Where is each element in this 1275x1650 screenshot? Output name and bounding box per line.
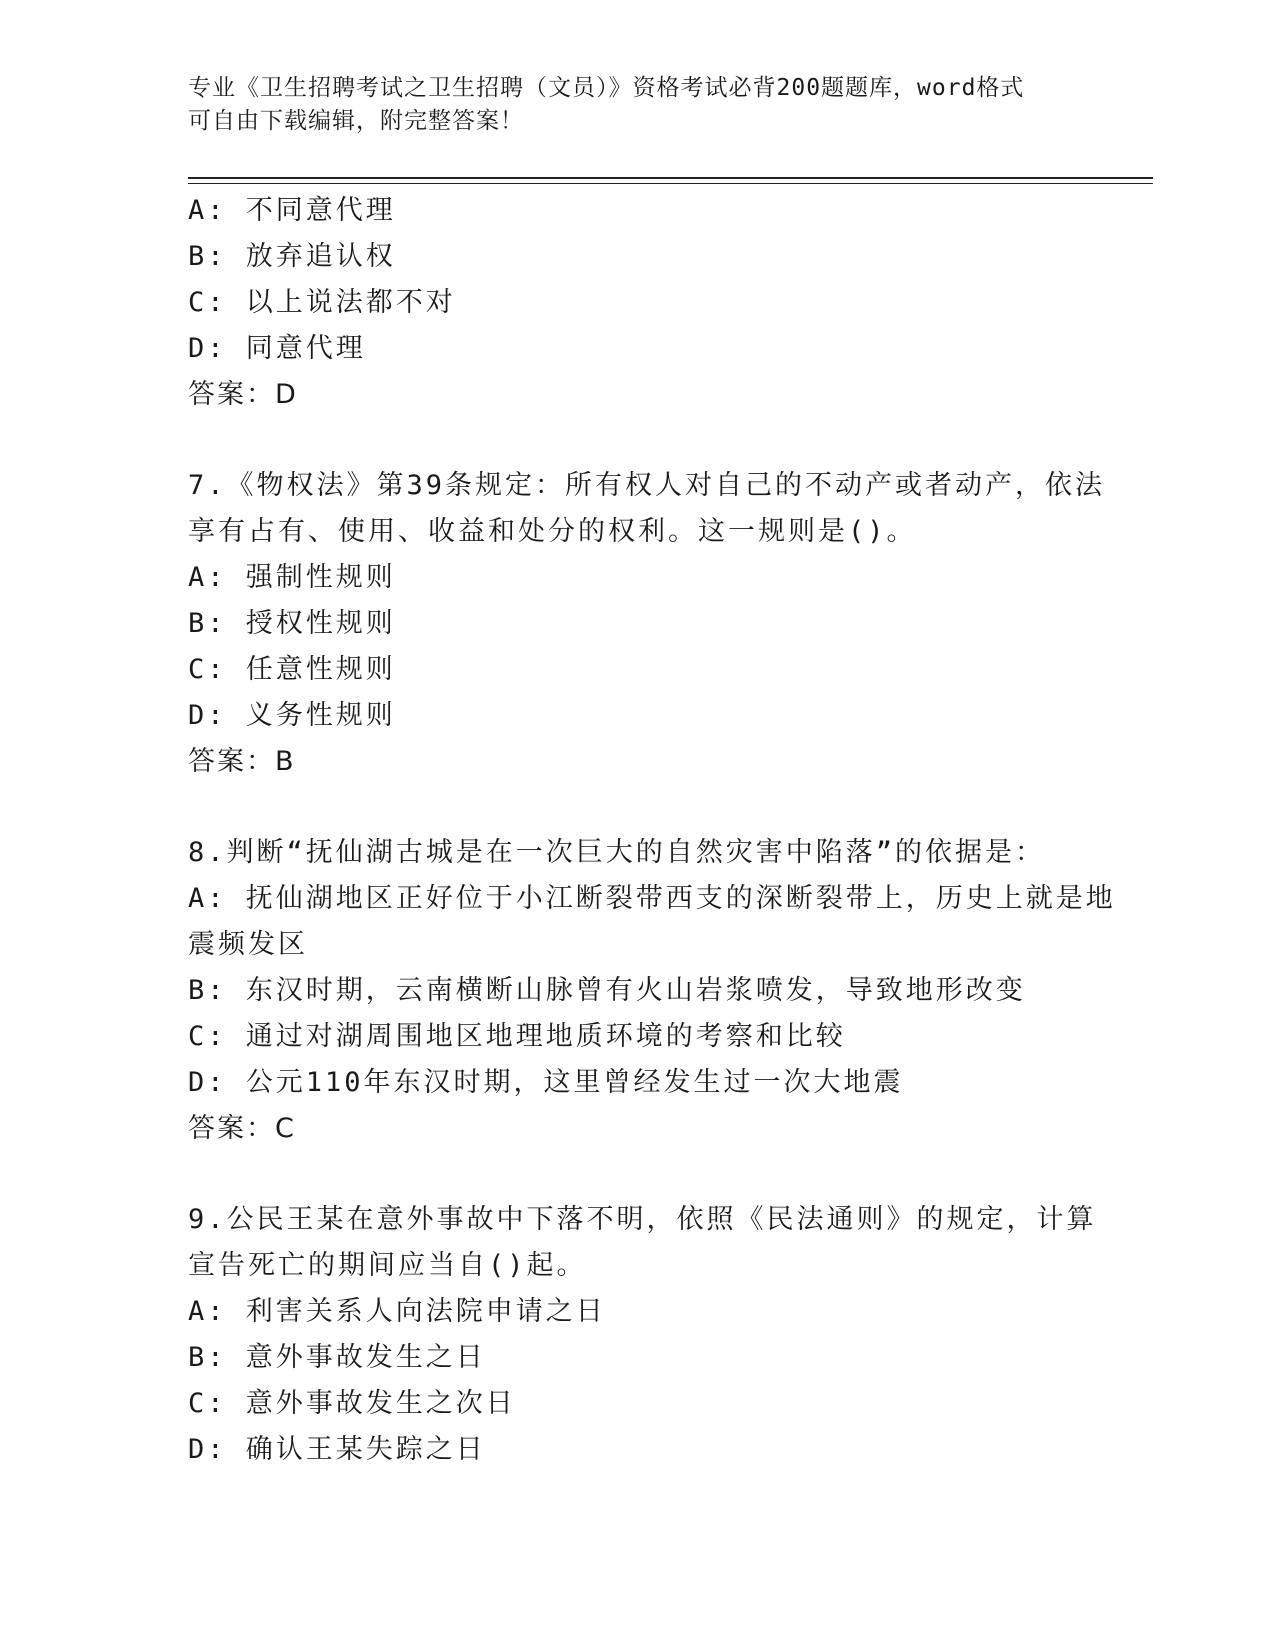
option-a: A: 强制性规则 — [188, 562, 396, 593]
option-d: D: 同意代理 — [188, 333, 366, 364]
question-stem: 宣告死亡的期间应当自()起。 — [188, 1250, 587, 1281]
document-header — [188, 72, 1088, 138]
question-6 — [188, 188, 1088, 418]
header-divider-thick — [188, 177, 1153, 179]
option-c: C: 意外事故发生之次日 — [188, 1388, 516, 1419]
question-7 — [188, 463, 1106, 785]
option-b: B: 放弃追认权 — [188, 241, 396, 272]
question-stem: 7.《物权法》第39条规定：所有权人对自己的不动产或者动产，依法 — [188, 470, 1106, 501]
option-c: C: 以上说法都不对 — [188, 287, 456, 318]
answer: 答案：C — [188, 1113, 296, 1144]
option-a: A: 利害关系人向法院申请之日 — [188, 1296, 606, 1327]
header-line-2: 可自由下载编辑，附完整答案！ — [188, 108, 524, 134]
option-d: D: 义务性规则 — [188, 700, 396, 731]
question-8 — [188, 830, 1116, 1152]
header-divider-thin — [188, 183, 1153, 184]
question-9 — [188, 1197, 1097, 1473]
option-d: D: 确认王某失踪之日 — [188, 1434, 486, 1465]
question-list — [188, 188, 1116, 1473]
answer: 答案：D — [188, 379, 298, 410]
question-stem: 9.公民王某在意外事故中下落不明，依照《民法通则》的规定，计算 — [188, 1204, 1097, 1235]
option-b: B: 东汉时期，云南横断山脉曾有火山岩浆喷发，导致地形改变 — [188, 975, 1026, 1006]
question-stem: 8.判断“抚仙湖古城是在一次巨大的自然灾害中陷落”的依据是： — [188, 837, 1046, 868]
option-c: C: 通过对湖周围地区地理地质环境的考察和比较 — [188, 1021, 846, 1052]
option-b: B: 意外事故发生之日 — [188, 1342, 486, 1373]
question-stem: 享有占有、使用、收益和处分的权利。这一规则是()。 — [188, 516, 917, 547]
option-c: C: 任意性规则 — [188, 654, 396, 685]
option-d: D: 公元110年东汉时期，这里曾经发生过一次大地震 — [188, 1067, 904, 1098]
header-line-1: 专业《卫生招聘考试之卫生招聘（文员）》资格考试必背200题题库，word格式 — [188, 75, 1025, 101]
option-a: A: 抚仙湖地区正好位于小江断裂带西支的深断裂带上，历史上就是地 — [188, 883, 1116, 914]
answer: 答案：B — [188, 746, 296, 777]
option-a: A: 不同意代理 — [188, 195, 396, 226]
option-b: B: 授权性规则 — [188, 608, 396, 639]
option-a-continued: 震频发区 — [188, 929, 308, 960]
